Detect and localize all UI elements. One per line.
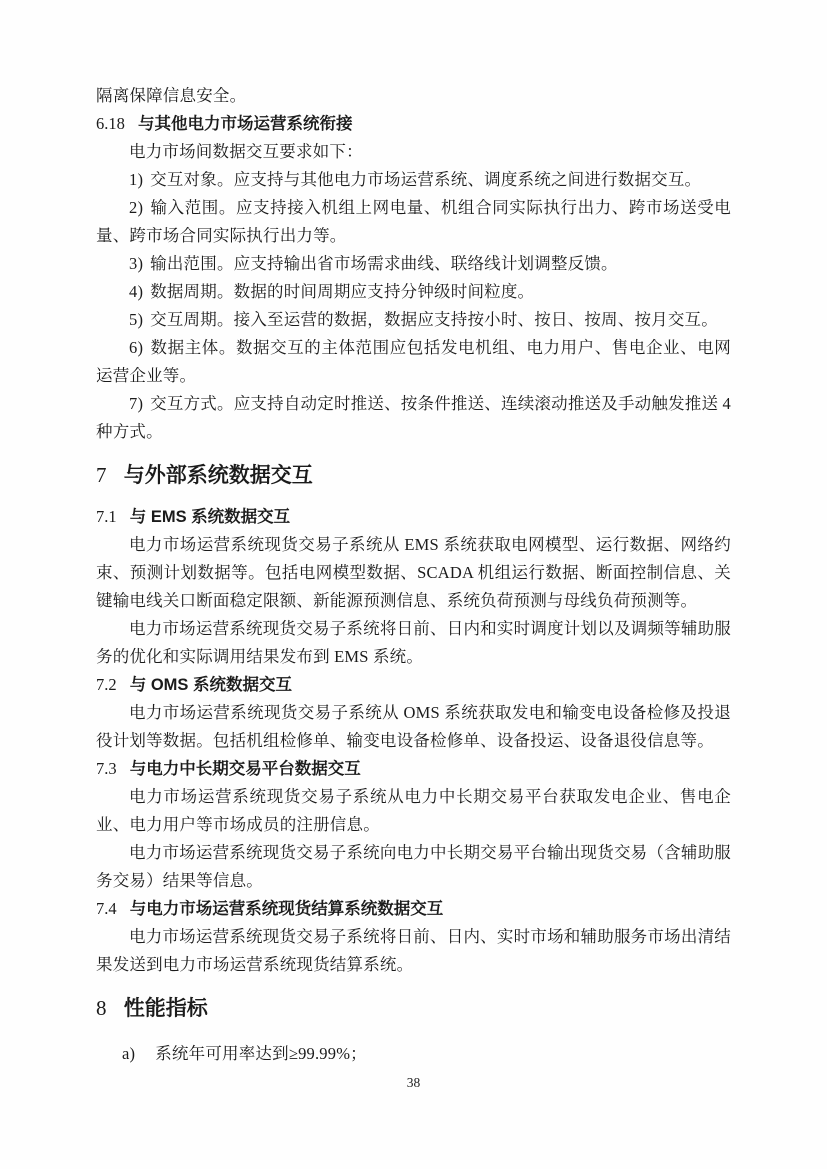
list-item-4 <box>96 278 731 306</box>
list-item-5 <box>96 306 731 334</box>
paragraph: 电力市场运营系统现货交易子系统从 EMS 系统获取电网模型、运行数据、网络约束、预测计划数据等。包括电网模型数据、SCADA 机组运行数据、断面控制信息、关键输电线关口断面稳定限额、新能源预测信息、系统负荷预测与母线负荷预测等。 <box>96 535 731 610</box>
section-number: 7.2 <box>96 675 117 694</box>
section-title: 与电力中长期交易平台数据交互 <box>129 760 361 778</box>
list-item-7 <box>96 390 731 446</box>
chapter-number: 7 <box>96 463 107 487</box>
paragraph-interaction-intro: 电力市场间数据交互要求如下： <box>129 142 363 161</box>
list-item-text: 数据主体。数据交互的主体范围应包括发电机组、电力用户、售电企业、电网运营企业等。 <box>96 338 731 385</box>
paragraph: 电力市场运营系统现货交易子系统将日前、日内、实时市场和辅助服务市场出清结果发送到电力市场运营系统现货结算系统。 <box>96 927 731 974</box>
list-item-text: 交互周期。接入至运营的数据，数据应支持按小时、按日、按周、按月交互。 <box>150 310 718 329</box>
section-number: 7.4 <box>96 899 117 918</box>
section-heading-7-3 <box>96 755 731 783</box>
list-item-text: 交互对象。应支持与其他电力市场运营系统、调度系统之间进行数据交互。 <box>150 170 702 189</box>
chapter-title: 性能指标 <box>123 997 208 1020</box>
paragraph: 电力市场运营系统现货交易子系统从电力中长期交易平台获取发电企业、售电企业、电力用户等市场成员的注册信息。 <box>96 787 731 834</box>
chapter-heading-7 <box>96 458 731 493</box>
paragraph: 电力市场运营系统现货交易子系统将日前、日内和实时调度计划以及调频等辅助服务的优化和实际调用结果发布到 EMS 系统。 <box>96 619 731 666</box>
list-marker: 2) <box>129 198 144 217</box>
section-number: 7.1 <box>96 507 117 526</box>
chapter-number: 8 <box>96 996 107 1020</box>
performance-list-item-a <box>96 1040 731 1068</box>
list-marker: 6) <box>129 338 144 357</box>
list-item-1 <box>96 166 731 194</box>
chapter-title: 与外部系统数据交互 <box>123 464 313 487</box>
list-item-text: 系统年可用率达到≥99.99%； <box>155 1044 367 1063</box>
list-item-text: 输出范围。应支持输出省市场需求曲线、联络线计划调整反馈。 <box>150 254 618 273</box>
page-number: 38 <box>406 1075 421 1090</box>
section-heading-7-1 <box>96 503 731 531</box>
list-item-text: 输入范围。应支持接入机组上网电量、机组合同实际执行出力、跨市场送受电量、跨市场合同实际执行出力等。 <box>96 198 731 245</box>
list-marker: 1) <box>129 170 144 189</box>
list-item-6 <box>96 334 731 390</box>
paragraph-continuation: 隔离保障信息安全。 <box>96 86 247 105</box>
list-item-text: 数据周期。数据的时间周期应支持分钟级时间粒度。 <box>150 282 535 301</box>
section-title: 与 OMS 系统数据交互 <box>129 676 293 694</box>
list-marker: 3) <box>129 254 144 273</box>
section-title: 与 EMS 系统数据交互 <box>129 508 291 526</box>
section-number: 6.18 <box>96 114 125 133</box>
section-heading-7-2 <box>96 671 731 699</box>
chapter-heading-8 <box>96 991 731 1026</box>
list-marker: a) <box>122 1044 136 1063</box>
section-heading-6-18 <box>96 110 731 138</box>
section-heading-7-4 <box>96 895 731 923</box>
list-marker: 7) <box>129 394 144 413</box>
section-title: 与其他电力市场运营系统衔接 <box>138 115 353 133</box>
section-title: 与电力市场运营系统现货结算系统数据交互 <box>129 900 444 918</box>
paragraph: 电力市场运营系统现货交易子系统从 OMS 系统获取发电和输变电设备检修及投退役计划等数据。包括机组检修单、输变电设备检修单、设备投运、设备退役信息等。 <box>96 703 731 750</box>
list-item-text: 交互方式。应支持自动定时推送、按条件推送、连续滚动推送及手动触发推送 4 种方式。 <box>96 394 731 441</box>
document-body <box>96 82 731 1068</box>
list-marker: 5) <box>129 310 144 329</box>
list-item-3 <box>96 250 731 278</box>
paragraph: 电力市场运营系统现货交易子系统向电力中长期交易平台输出现货交易（含辅助服务交易）结果等信息。 <box>96 843 731 890</box>
list-marker: 4) <box>129 282 144 301</box>
section-number: 7.3 <box>96 759 117 778</box>
list-item-2 <box>96 194 731 250</box>
